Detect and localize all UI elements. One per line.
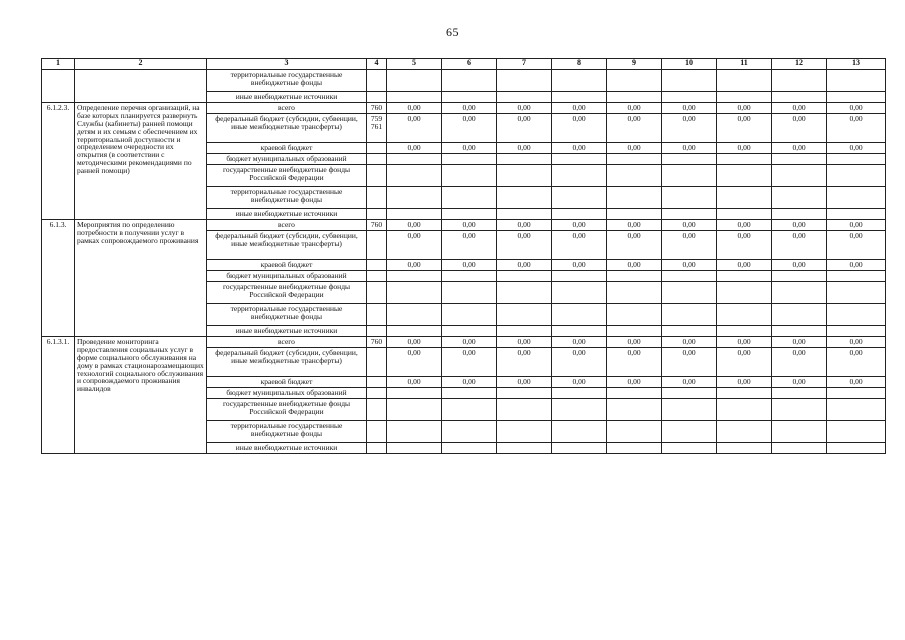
value-cell: 0,00: [662, 103, 717, 114]
value-cell: 0,00: [717, 348, 772, 377]
value-cell: 0,00: [662, 231, 717, 260]
header-cell: 10: [662, 59, 717, 70]
item-name: Мероприятия по определению потребности в получении услуг в рамках сопровождаемого проживания: [75, 220, 207, 337]
value-cell: 0,00: [497, 377, 552, 388]
value-cell: 0,00: [607, 103, 662, 114]
value-cell: 0,00: [552, 377, 607, 388]
value-cell: 0,00: [607, 231, 662, 260]
value-cell: 0,00: [772, 337, 827, 348]
rc-cell: 760: [367, 103, 387, 114]
value-cell: 0,00: [552, 231, 607, 260]
value-cell: 0,00: [717, 337, 772, 348]
value-cell: 0,00: [552, 114, 607, 143]
source-cell: бюджет муниципальных образований: [207, 154, 367, 165]
value-cell: 0,00: [717, 260, 772, 271]
value-cell: 0,00: [827, 377, 886, 388]
value-cell: 0,00: [662, 260, 717, 271]
value-cell: 0,00: [827, 231, 886, 260]
value-cell: 0,00: [442, 260, 497, 271]
rc-cell: 759 761: [367, 114, 387, 143]
value-cell: 0,00: [442, 377, 497, 388]
source-cell: федеральный бюджет (субсидии, субвенции, иные межбюджетные трансферты): [207, 114, 367, 143]
item-name: Определение перечня организаций, на базе которых планируется развернуть Службы (кабинеты) ранней помощи детям и их семьям с обеспечением их территориальной доступности и определением очередности их открытия (в соответствии с методическими рекомендациями по ранней помощи): [75, 103, 207, 220]
value-cell: 0,00: [387, 231, 442, 260]
value-cell: 0,00: [387, 143, 442, 154]
source-cell: территориальные государственные внебюджетные фонды: [207, 70, 367, 92]
item-name: Проведение мониторинга предоставления социальных услуг в форме социального обслуживания на дому в рамках стационарозамещающих технологий социального обслуживания и сопровождаемого проживания инвалидов: [75, 337, 207, 454]
source-cell: иные внебюджетные источники: [207, 326, 367, 337]
value-cell: 0,00: [717, 103, 772, 114]
header-cell: 4: [367, 59, 387, 70]
source-cell: территориальные государственные внебюджетные фонды: [207, 187, 367, 209]
value-cell: 0,00: [607, 114, 662, 143]
header-cell: 6: [442, 59, 497, 70]
value-cell: 0,00: [772, 114, 827, 143]
item-code: 6.1.2.3.: [42, 103, 75, 220]
source-cell: иные внебюджетные источники: [207, 443, 367, 454]
source-cell: государственные внебюджетные фонды Российской Федерации: [207, 399, 367, 421]
value-cell: 0,00: [442, 220, 497, 231]
source-cell: краевой бюджет: [207, 260, 367, 271]
rc-cell: 760: [367, 337, 387, 348]
value-cell: 0,00: [827, 103, 886, 114]
source-cell: иные внебюджетные источники: [207, 209, 367, 220]
header-cell: 13: [827, 59, 886, 70]
rc-cell: 760: [367, 220, 387, 231]
header-cell: 12: [772, 59, 827, 70]
value-cell: 0,00: [662, 348, 717, 377]
source-cell: государственные внебюджетные фонды Российской Федерации: [207, 165, 367, 187]
table-row: [42, 220, 886, 231]
value-cell: 0,00: [442, 143, 497, 154]
value-cell: 0,00: [552, 348, 607, 377]
source-cell: краевой бюджет: [207, 143, 367, 154]
value-cell: 0,00: [497, 231, 552, 260]
source-cell: федеральный бюджет (субсидии, субвенции, иные межбюджетные трансферты): [207, 348, 367, 377]
source-cell: бюджет муниципальных образований: [207, 388, 367, 399]
header-cell: 11: [717, 59, 772, 70]
value-cell: 0,00: [827, 348, 886, 377]
value-cell: 0,00: [717, 377, 772, 388]
value-cell: 0,00: [442, 337, 497, 348]
value-cell: 0,00: [387, 260, 442, 271]
source-cell: территориальные государственные внебюджетные фонды: [207, 421, 367, 443]
value-cell: 0,00: [662, 377, 717, 388]
value-cell: 0,00: [387, 103, 442, 114]
value-cell: 0,00: [442, 103, 497, 114]
budget-table: [41, 58, 886, 454]
value-cell: 0,00: [662, 143, 717, 154]
value-cell: 0,00: [607, 220, 662, 231]
value-cell: 0,00: [387, 337, 442, 348]
value-cell: 0,00: [717, 114, 772, 143]
value-cell: 0,00: [387, 220, 442, 231]
value-cell: 0,00: [552, 220, 607, 231]
value-cell: 0,00: [442, 231, 497, 260]
header-cell: 1: [42, 59, 75, 70]
value-cell: 0,00: [717, 220, 772, 231]
value-cell: 0,00: [552, 103, 607, 114]
header-row: [42, 59, 886, 70]
code-cell: [42, 70, 75, 103]
value-cell: 0,00: [607, 337, 662, 348]
page-number: 65: [446, 25, 459, 39]
value-cell: 0,00: [607, 260, 662, 271]
value-cell: 0,00: [772, 260, 827, 271]
name-cell: [75, 70, 207, 103]
source-cell: федеральный бюджет (субсидии, субвенции, иные межбюджетные трансферты): [207, 231, 367, 260]
value-cell: 0,00: [387, 348, 442, 377]
value-cell: 0,00: [442, 348, 497, 377]
value-cell: 0,00: [552, 260, 607, 271]
value-cell: 0,00: [772, 231, 827, 260]
value-cell: 0,00: [497, 143, 552, 154]
header-cell: 2: [75, 59, 207, 70]
header-cell: 9: [607, 59, 662, 70]
value-cell: 0,00: [827, 143, 886, 154]
value-cell: 0,00: [497, 260, 552, 271]
source-cell: краевой бюджет: [207, 377, 367, 388]
value-cell: 0,00: [827, 220, 886, 231]
header-cell: 5: [387, 59, 442, 70]
value-cell: 0,00: [772, 348, 827, 377]
value-cell: 0,00: [387, 114, 442, 143]
value-cell: 0,00: [772, 220, 827, 231]
value-cell: 0,00: [772, 143, 827, 154]
value-cell: 0,00: [717, 143, 772, 154]
value-cell: 0,00: [552, 143, 607, 154]
header-cell: 8: [552, 59, 607, 70]
value-cell: 0,00: [497, 114, 552, 143]
value-cell: 0,00: [552, 337, 607, 348]
table-row: [42, 70, 886, 92]
value-cell: 0,00: [772, 103, 827, 114]
value-cell: 0,00: [442, 114, 497, 143]
header-cell: 7: [497, 59, 552, 70]
value-cell: 0,00: [607, 348, 662, 377]
item-code: 6.1.3.1.: [42, 337, 75, 454]
value-cell: 0,00: [827, 260, 886, 271]
table-row: [42, 337, 886, 348]
source-cell: всего: [207, 220, 367, 231]
value-cell: 0,00: [387, 377, 442, 388]
value-cell: 0,00: [497, 103, 552, 114]
value-cell: 0,00: [827, 337, 886, 348]
source-cell: иные внебюджетные источники: [207, 92, 367, 103]
source-cell: всего: [207, 337, 367, 348]
value-cell: 0,00: [662, 337, 717, 348]
header-cell: 3: [207, 59, 367, 70]
value-cell: 0,00: [607, 377, 662, 388]
value-cell: 0,00: [497, 337, 552, 348]
table-row: [42, 103, 886, 114]
value-cell: 0,00: [607, 143, 662, 154]
value-cell: 0,00: [662, 114, 717, 143]
value-cell: 0,00: [497, 220, 552, 231]
value-cell: 0,00: [827, 114, 886, 143]
value-cell: 0,00: [497, 348, 552, 377]
source-cell: государственные внебюджетные фонды Российской Федерации: [207, 282, 367, 304]
source-cell: бюджет муниципальных образований: [207, 271, 367, 282]
value-cell: 0,00: [717, 231, 772, 260]
item-code: 6.1.3.: [42, 220, 75, 337]
source-cell: всего: [207, 103, 367, 114]
source-cell: территориальные государственные внебюджетные фонды: [207, 304, 367, 326]
value-cell: 0,00: [772, 377, 827, 388]
value-cell: 0,00: [662, 220, 717, 231]
